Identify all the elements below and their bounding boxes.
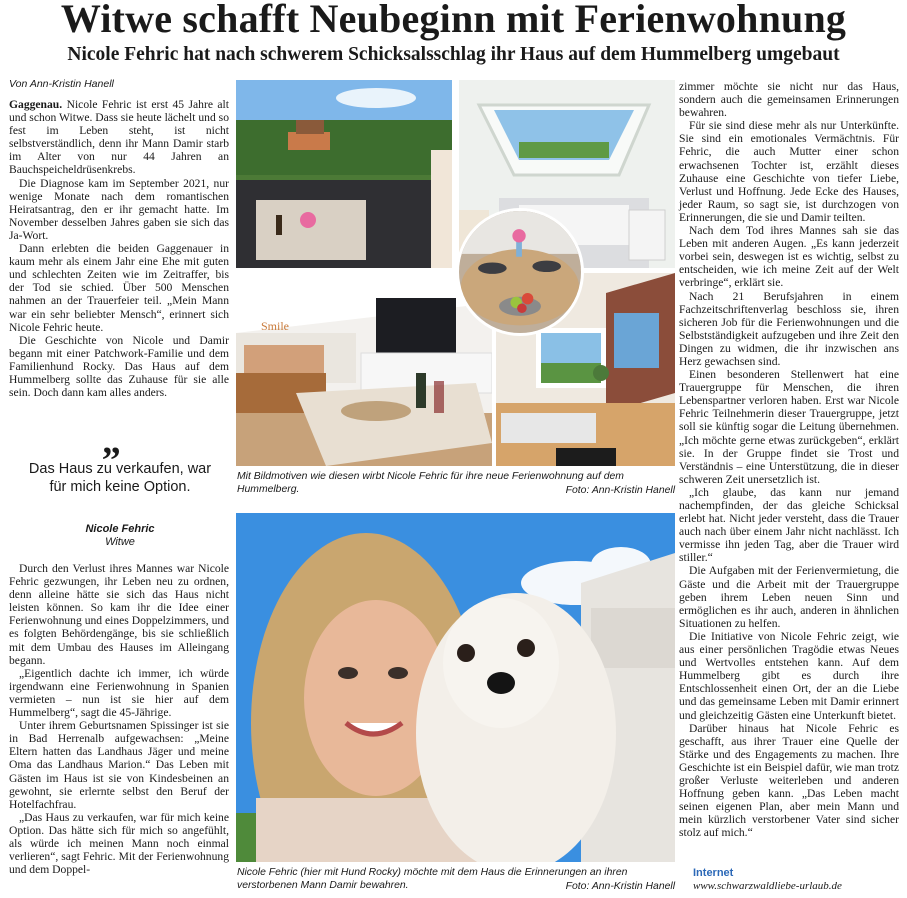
photo-balcony-view [236, 80, 452, 268]
paragraph: Einen besonderen Stellenwert hat eine Trauergruppe für Menschen, die ihren Lebenspartner verloren haben. Erst war Nicole Fehric Teilnehmerin dieser Trauergruppe, jetzt soll sie künftig sogar die Leitung übernehmen. „Ich möchte gerne etwas zurückgeben“, erklärt sie. In der Gruppe findet sie Trost und Verständnis – eine Unterstützung, die in dieser schweren Zeit unersetzlich ist. [679, 368, 899, 486]
subheadline: Nicole Fehric hat nach schwerem Schicksalsschlag ihr Haus auf dem Hummelberg umgebaut [67, 44, 840, 65]
photo-living-room [236, 273, 492, 466]
quote-role: Witwe [105, 536, 135, 548]
paragraph: Gaggenau. Nicole Fehric ist erst 45 Jahre alt und schon Witwe. Dass sie heute lächelt und so fest im Leben steht, ist nicht selbstverständlich, denn ihr Mann Damir starb im Alter von nur 44 Jahren an Bauchspeicheldrüsenkrebs. [9, 98, 229, 177]
article-column-1-bottom [9, 562, 229, 876]
paragraph: „Das Haus zu verkaufen, war für mich keine Option. Das hätte sich für mich so angefühlt, als würde ich meinen Mann noch einmal verlieren“, sagt Fehric. Mit der Ferienwohnung und dem Doppel- [9, 810, 229, 877]
paragraph: Die Diagnose kam im September 2021, nur wenige Monate nach dem romantischen Heiratsantrag, den er ihr gemacht hatte. Im November desselben Jahres gaben sie sich das Ja-Wort. [9, 176, 229, 242]
paragraph: Darüber hinaus hat Nicole Fehric es geschafft, aus ihrer Trauer eine Quelle der Stärke und des Engagements zu machen. Ihre Geschichte ist ein Beispiel dafür, wie man trotz großer Verluste weiterleben und anderen Hoffnung geben kann. „Das Leben macht seinen eigenen Plan, aber mein Mann und mein kürzlich verstorbener Vater sind sicher stolz auf mich.“ [679, 721, 899, 840]
paragraph: Für sie sind diese mehr als nur Unterkünfte. Sie sind ein emotionales Vermächtnis. Für Fehric, die auch Mutter einer schon erwachsenen Tochter ist, erzählt dieses Zuhause eine Geschichte von tiefer Liebe, Verlust und Hoffnung. Jede Ecke des Hauses, jeder Raum, so sagt sie, ist durchzogen von Erinnerungen, die sie und Damir teilten. [679, 119, 899, 224]
photo-table-circle [456, 208, 584, 336]
website-link[interactable]: www.schwarzwaldliebe-urlaub.de [693, 880, 842, 892]
internet-label: Internet [693, 867, 734, 879]
photo-credit: Foto: Ann-Kristin Hanell [565, 484, 675, 496]
smile-sign: Smile [261, 319, 290, 333]
paragraph: Nach 21 Berufsjahren in einem Fachzeitschriftenverlag beschloss sie, ihren sicheren Job für die Ferienwohnungen und die Selbstständigkeit aufzugeben und ihre Zeit den Dingen zu widmen, die ihr inzwischen ans Herz gewachsen sind. [679, 289, 899, 368]
headline: Witwe schafft Neubeginn mit Ferienwohnung [60, 0, 847, 41]
paragraph: Die Initiative von Nicole Fehric zeigt, wie aus einer persönlichen Tragödie etwas Neues und Wertvolles entstehen kann. Auf dem Hummelberg gibt es durch ihre Entschlossenheit einen Ort, der an die Liebe und das gemeinsame Leben mit Damir erinnert und gleichzeitig Gästen eine Unterkunft bietet. [679, 629, 899, 722]
quote-mark: „ [102, 420, 121, 462]
paragraph: Nach dem Tod ihres Mannes sah sie das Leben mit anderen Augen. „Es kann jederzeit vorbei sein, deswegen ist es wichtig, selbst zu entscheiden, wie ich meine Zeit auf der Welt verbringe“, erklärt sie. [679, 224, 899, 290]
paragraph: „Ich glaube, das kann nur jemand nachempfinden, der das gleiche Schicksal erlebt hat. Nicht jeder versteht, dass die Trauer auch nach über einem Jahr nicht nachlässt. Ich vermisse ihn jeden Tag, aber die Trauer wird stiller.“ [679, 485, 899, 565]
dateline: Gaggenau. [9, 98, 63, 111]
paragraph: Die Aufgaben mit der Ferienvermietung, die Gäste und die Arbeit mit der Trauergruppe geben ihrem Leben neuen Sinn und ermöglichen es ihr auch, anderen in ähnlichen Situationen zu helfen. [679, 564, 899, 630]
photo-credit: Foto: Ann-Kristin Hanell [565, 880, 675, 892]
article-column-1-top [9, 98, 229, 399]
byline: Von Ann-Kristin Hanell [9, 78, 114, 90]
caption-top: Mit Bildmotiven wie diesen wirbt Nicole Fehric für ihre neue Ferienwohnung auf dem Hummelberg. Foto: Ann-Kristin Hanell [237, 471, 675, 496]
paragraph: Die Geschichte von Nicole und Damir begann mit einer Patchwork-Familie und dem Familienhund Rocky. Das Haus auf dem Hummelberg sollte das Zuhause für sie alle sein. Doch dann kam alles anders. [9, 333, 229, 400]
pull-quote: Das Haus zu verkaufen, war für mich keine Option. [28, 461, 212, 495]
quote-author: Nicole Fehric [85, 523, 155, 535]
photo-portrait-with-dog [236, 513, 675, 862]
paragraph: Dann erlebten die beiden Gaggenauer in kaum mehr als einem Jahr eine Ehe mit guten und schlechten Zeiten wie im Zeitraffer, bis der Tod sie schied. Über 500 Menschen nahmen an der Trauerfeier teil. „Mein Mann war ein sehr beliebter Mensch“, erinnert sich Nicole Fehric heute. [9, 242, 229, 334]
paragraph: zimmer möchte sie nicht nur das Haus, sondern auch die gemeinsamen Erinnerungen bewahren. [679, 80, 899, 120]
article-column-3 [679, 80, 899, 839]
paragraph: „Eigentlich dachte ich immer, ich würde irgendwann eine Ferienwohnung in Spanien vermieten – nun ist sie hier auf dem Hummelberg“, sagt die 45-Jährige. [9, 666, 229, 720]
caption-bottom: Nicole Fehric (hier mit Hund Rocky) möchte mit dem Haus die Erinnerungen an ihren verstorbenen Mann Damir bewahren. Foto: Ann-Kristin Hanell [237, 867, 675, 892]
paragraph: Durch den Verlust ihres Mannes war Nicole Fehric gezwungen, ihr Leben neu zu ordnen, denn alleine hätte sie sich das Haus nicht leisten können. So kam ihr die Idee einer Ferienwohnung und eines Doppelzimmers, und es folgten Behördengänge, bis sie schließlich mit dem Umbau des Hauses im Alleingang begann. [9, 562, 229, 667]
paragraph: Unter ihrem Geburtsnamen Spissinger ist sie in Bad Herrenalb aufgewachsen: „Meine Eltern hatten das Landhaus Jäger und meine Oma das Landhaus Marion.“ Das Leben mit Gästen im Haus ist sie von Kindesbeinen an gewohnt, sie erlernte selbst den Beruf der Hotelfachfrau. [9, 719, 229, 811]
